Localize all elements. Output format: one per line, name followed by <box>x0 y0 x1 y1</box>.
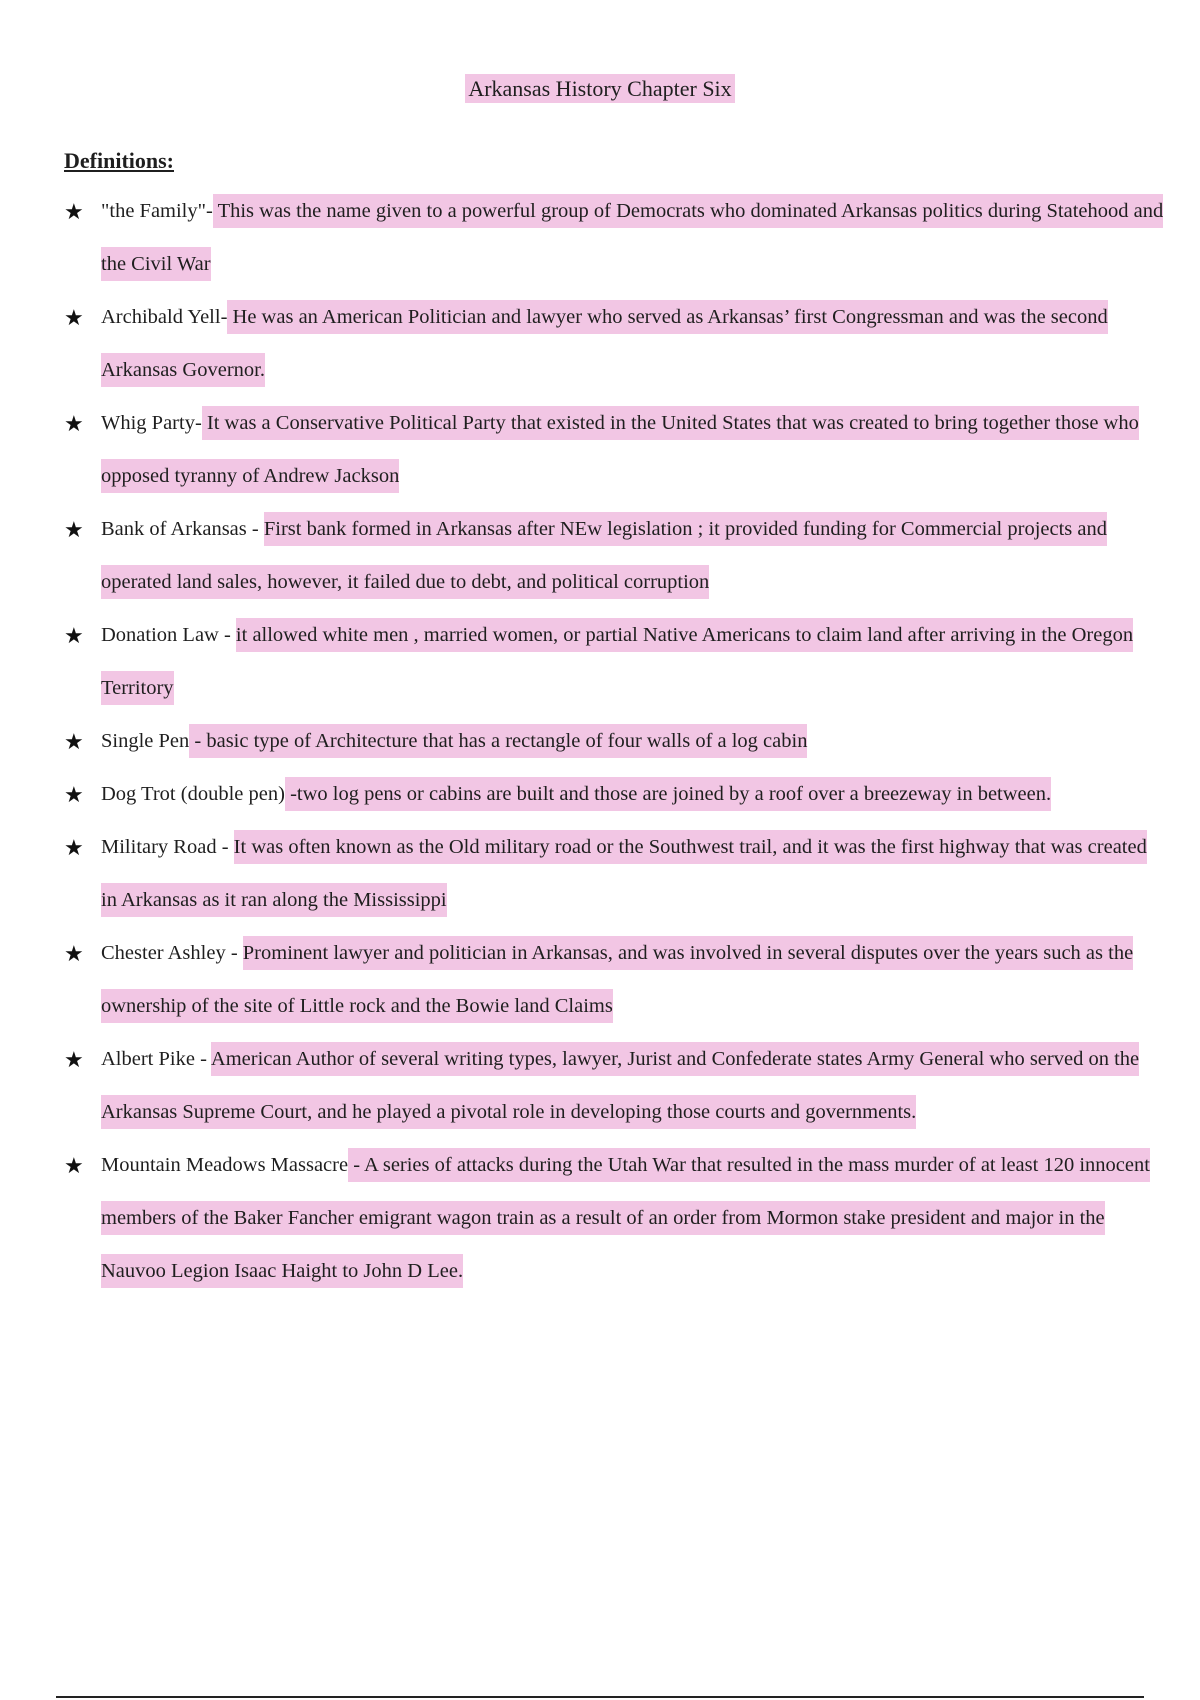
definition-text: it allowed white men , married women, or partial Native Americans to claim land after arriving in the Oregon Territory <box>101 618 1133 705</box>
definition-text: -two log pens or cabins are built and those are joined by a roof over a breezeway in between. <box>285 777 1051 811</box>
definition-term: Bank of Arkansas - <box>101 518 264 540</box>
bottom-divider <box>56 1696 1144 1698</box>
star-icon: ★ <box>64 729 84 754</box>
definition-term: Single Pen <box>101 730 190 752</box>
definition-text: He was an American Politician and lawyer who served as Arkansas’ first Congressman and was the second Arkansas Governor. <box>101 300 1108 387</box>
definition-term: Mountain Meadows Massacre <box>101 1154 349 1176</box>
definition-item <box>64 768 1166 821</box>
definition-term: Military Road - <box>101 836 234 858</box>
definition-item <box>64 1033 1166 1139</box>
definition-term: Albert Pike - <box>101 1048 211 1070</box>
definition-term: Donation Law - <box>101 624 236 646</box>
definition-text: - A series of attacks during the Utah War that resulted in the mass murder of at least 120 innocent members of the Baker Fancher emigrant wagon train as a result of an order from Mormon stake president and major in the Nauvoo Legion Isaac Haight to John D Lee. <box>101 1148 1150 1288</box>
star-icon: ★ <box>64 411 84 436</box>
definition-item <box>64 397 1166 503</box>
definition-item <box>64 291 1166 397</box>
star-icon: ★ <box>64 835 84 860</box>
page-title <box>0 72 1200 106</box>
definition-text: It was often known as the Old military road or the Southwest trail, and it was the first highway that was created in Arkansas as it ran along the Mississippi <box>101 830 1147 917</box>
definitions-list <box>64 185 1166 1298</box>
star-icon: ★ <box>64 1047 84 1072</box>
definition-item <box>64 821 1166 927</box>
definition-text: First bank formed in Arkansas after NEw legislation ; it provided funding for Commercial projects and operated land sales, however, it failed due to debt, and political corruption <box>101 512 1107 599</box>
definition-item <box>64 1139 1166 1298</box>
star-icon: ★ <box>64 305 84 330</box>
definitions-heading: Definitions: <box>64 148 174 173</box>
definition-term: Whig Party- <box>101 412 202 434</box>
definition-item <box>64 715 1166 768</box>
definition-item <box>64 609 1166 715</box>
definition-item <box>64 927 1166 1033</box>
definition-term: Chester Ashley - <box>101 942 243 964</box>
star-icon: ★ <box>64 623 84 648</box>
definition-item <box>64 503 1166 609</box>
star-icon: ★ <box>64 782 84 807</box>
definition-text: Prominent lawyer and politician in Arkansas, and was involved in several disputes over the years such as the ownership of the site of Little rock and the Bowie land Claims <box>101 936 1133 1023</box>
definition-term: Archibald Yell- <box>101 306 228 328</box>
definition-term: "the Family"- <box>101 200 213 222</box>
definition-text: - basic type of Architecture that has a rectangle of four walls of a log cabin <box>189 724 807 758</box>
definition-term: Dog Trot (double pen) <box>101 783 285 805</box>
definition-text: It was a Conservative Political Party that existed in the United States that was created to bring together those who opposed tyranny of Andrew Jackson <box>101 406 1139 493</box>
definition-item <box>64 185 1166 291</box>
star-icon: ★ <box>64 199 84 224</box>
definition-text: American Author of several writing types, lawyer, Jurist and Confederate states Army General who served on the Arkansas Supreme Court, and he played a pivotal role in developing those courts and governments. <box>101 1042 1139 1129</box>
definition-text: This was the name given to a powerful group of Democrats who dominated Arkansas politics during Statehood and the Civil War <box>101 194 1163 281</box>
star-icon: ★ <box>64 941 84 966</box>
star-icon: ★ <box>64 517 84 542</box>
star-icon: ★ <box>64 1153 84 1178</box>
page-title-text: Arkansas History Chapter Six <box>465 74 734 103</box>
